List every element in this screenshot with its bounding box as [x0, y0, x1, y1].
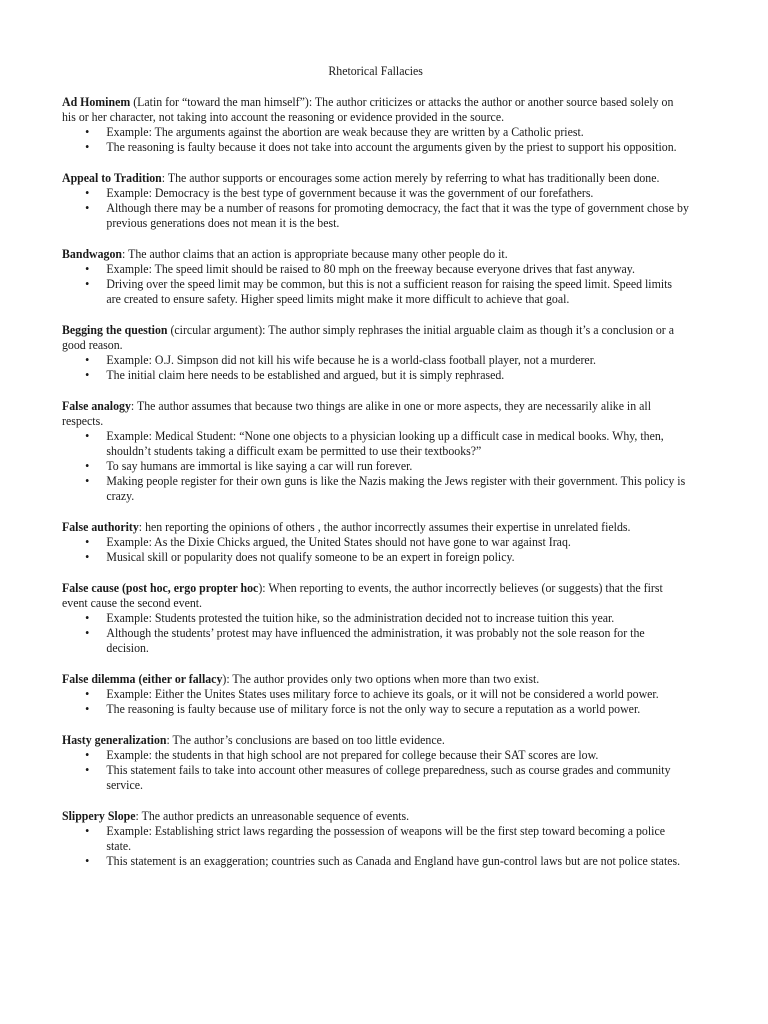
bullet-item: • Example: The arguments against the abortion are weak because they are written by a Catholic priest. — [62, 125, 689, 140]
bullet-list — [62, 186, 689, 231]
fallacy-term: Hasty generalization — [62, 733, 167, 747]
bullet-item: • Example: The speed limit should be raised to 80 mph on the freeway because everyone drives that fast anyway. — [62, 262, 689, 277]
fallacy-definition — [62, 95, 689, 125]
document-page — [62, 64, 689, 885]
bullet-item: • Example: Democracy is the best type of government because it was the government of our forefathers. — [62, 186, 689, 201]
definition-text: (circular argument): The author simply rephrases the initial arguable claim as though it’s a conclusion or a good reason. — [62, 323, 674, 352]
fallacy-definition — [62, 581, 689, 611]
definition-text: ): When reporting to events, the author incorrectly believes (or suggests) that the first event cause the second event. — [62, 581, 663, 610]
fallacy-false-analogy — [62, 399, 689, 504]
bullet-list — [62, 824, 689, 869]
fallacy-hasty-generalization — [62, 733, 689, 793]
fallacy-appeal-to-tradition — [62, 171, 689, 231]
fallacy-term: False analogy — [62, 399, 131, 413]
fallacy-term: False cause (post hoc, ergo propter hoc — [62, 581, 259, 595]
fallacy-term: Bandwagon — [62, 247, 123, 261]
fallacy-false-dilemma — [62, 672, 689, 717]
bullet-item: • To say humans are immortal is like saying a car will run forever. — [62, 459, 689, 474]
fallacy-definition — [62, 171, 689, 186]
bullet-list — [62, 125, 689, 155]
fallacy-definition — [62, 672, 689, 687]
bullet-list — [62, 262, 689, 307]
fallacy-begging-the-question — [62, 323, 689, 383]
bullet-item: • The reasoning is faulty because it does not take into account the arguments given by the priest to support his opposition. — [62, 140, 689, 155]
bullet-list — [62, 535, 689, 565]
fallacy-slippery-slope — [62, 809, 689, 869]
bullet-item: • Although there may be a number of reasons for promoting democracy, the fact that it was the type of government chose by previous generations does not mean it is the best. — [62, 201, 689, 231]
fallacy-definition — [62, 809, 689, 824]
bullet-item: • Driving over the speed limit may be common, but this is not a sufficient reason for raising the speed limit. Speed limits are created to ensure safety. Higher speed limits might make it more difficult to achieve that goal. — [62, 277, 689, 307]
bullet-item: • The initial claim here needs to be established and argued, but it is simply rephrased. — [62, 368, 689, 383]
bullet-item: • Example: As the Dixie Chicks argued, the United States should not have gone to war against Iraq. — [62, 535, 689, 550]
definition-text: ): The author provides only two options when more than two exist. — [222, 672, 540, 686]
fallacy-term: False dilemma (either or fallacy — [62, 672, 223, 686]
fallacy-definition — [62, 323, 689, 353]
bullet-item: • Example: Students protested the tuition hike, so the administration decided not to increase tuition this year. — [62, 611, 689, 626]
bullet-item: • Although the students’ protest may have influenced the administration, it was probably not the sole reason for the decision. — [62, 626, 689, 656]
definition-text: (Latin for “toward the man himself”): The author criticizes or attacks the author or another source based solely on his or her character, not taking into account the reasoning or evidence provided in the source. — [62, 95, 674, 124]
fallacy-term: Ad Hominem — [62, 95, 131, 109]
bullet-list — [62, 611, 689, 656]
definition-text: : The author predicts an unreasonable sequence of events. — [135, 809, 410, 823]
bullet-item: • Example: Medical Student: “None one objects to a physician looking up a difficult case in medical books. Why, then, shouldn’t students taking a difficult exam be permitted to use their textbooks?” — [62, 429, 689, 459]
fallacy-term: False authority — [62, 520, 139, 534]
bullet-item: • This statement is an exaggeration; countries such as Canada and England have gun-control laws but are not police states. — [62, 854, 689, 869]
fallacy-definition — [62, 247, 689, 262]
definition-text: : The author supports or encourages some action merely by referring to what has traditionally been done. — [161, 171, 660, 185]
fallacy-term: Begging the question — [62, 323, 168, 337]
fallacy-definition — [62, 520, 689, 535]
bullet-list — [62, 429, 689, 504]
fallacy-bandwagon — [62, 247, 689, 307]
bullet-item: • Example: Establishing strict laws regarding the possession of weapons will be the first step toward becoming a police state. — [62, 824, 689, 854]
fallacy-false-authority — [62, 520, 689, 565]
fallacy-definition — [62, 399, 689, 429]
definition-text: : The author’s conclusions are based on too little evidence. — [166, 733, 445, 747]
bullet-item: • This statement fails to take into account other measures of college preparedness, such as course grades and community service. — [62, 763, 689, 793]
fallacy-term: Slippery Slope — [62, 809, 136, 823]
definition-text: : The author assumes that because two things are alike in one or more aspects, they are necessarily alike in all respects. — [62, 399, 651, 428]
bullet-item: • Example: O.J. Simpson did not kill his wife because he is a world-class football player, not a murderer. — [62, 353, 689, 368]
fallacy-ad-hominem — [62, 95, 689, 155]
bullet-item: • Musical skill or popularity does not qualify someone to be an expert in foreign policy. — [62, 550, 689, 565]
fallacy-false-cause — [62, 581, 689, 656]
bullet-item: • Example: Either the Unites States uses military force to achieve its goals, or it will not be considered a world power. — [62, 687, 689, 702]
document-title: Rhetorical Fallacies — [328, 64, 423, 78]
bullet-item: • Example: the students in that high school are not prepared for college because their SAT scores are low. — [62, 748, 689, 763]
bullet-list — [62, 687, 689, 717]
fallacy-term: Appeal to Tradition — [62, 171, 162, 185]
definition-text: : The author claims that an action is appropriate because many other people do it. — [122, 247, 508, 261]
bullet-list — [62, 353, 689, 383]
bullet-item: • The reasoning is faulty because use of military force is not the only way to secure a reputation as a world power. — [62, 702, 689, 717]
definition-text: : hen reporting the opinions of others , the author incorrectly assumes their expertise in unrelated fields. — [138, 520, 631, 534]
bullet-list — [62, 748, 689, 793]
fallacy-definition — [62, 733, 689, 748]
bullet-item: • Making people register for their own guns is like the Nazis making the Jews register with their government. This policy is crazy. — [62, 474, 689, 504]
